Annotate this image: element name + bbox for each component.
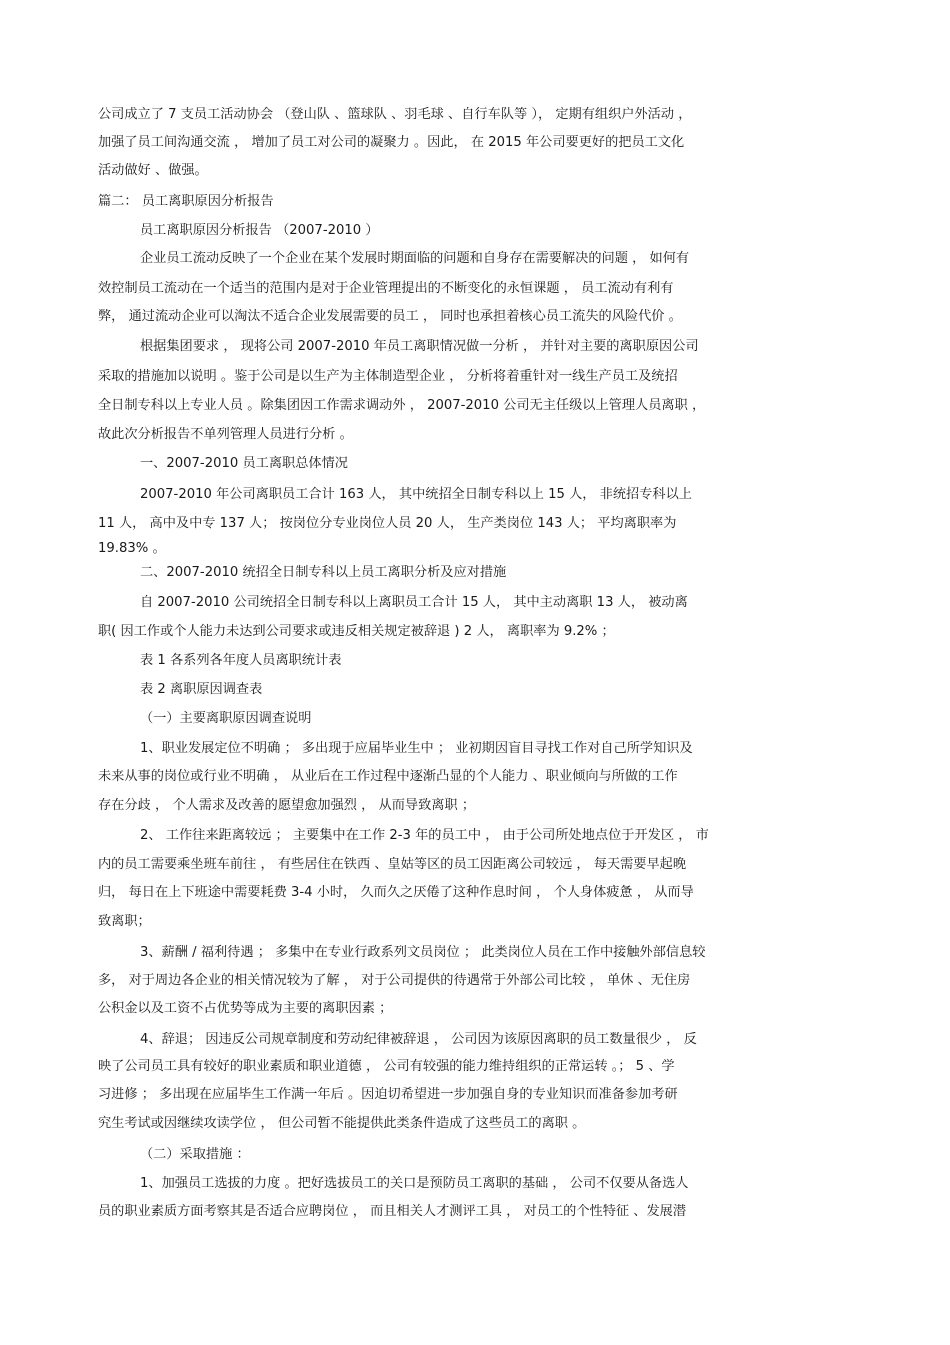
text-line: 公司成立了 7 支员工活动协会 （登山队 、篮球队 、羽毛球 、自行车队等 ）， 定期有组织户外活动 ， bbox=[98, 107, 692, 122]
text-line: 员的职业素质方面考察其是否适合应聘岗位 ， 而且相关人才测评工具 ， 对员工的个性特征 、发展潜 bbox=[98, 1204, 687, 1219]
text-line: 存在分歧 ， 个人需求及改善的愿望愈加强烈 ， 从而导致离职 ； bbox=[98, 798, 476, 813]
text-line: 19.83% 。 bbox=[98, 541, 166, 556]
text-line: 归， 每日在上下班途中需要耗费 3-4 小时， 久而久之厌倦了这种作息时间 ， 个人身体疲惫 ， 从而导 bbox=[98, 885, 694, 900]
text-line: 2、 工作往来距离较远 ； 主要集中在工作 2-3 年的员工中 ， 由于公司所处地点位于开发区 ， 市 bbox=[140, 828, 709, 843]
text-line: 多， 对于周边各企业的相关情况较为了解 ， 对于公司提供的待遇常于外部公司比较 ， 单休 、无住房 bbox=[98, 973, 691, 988]
text-line: 3、薪酬 / 福利待遇 ； 多集中在专业行政系列文员岗位 ； 此类岗位人员在工作中接触外部信息较 bbox=[140, 945, 706, 960]
text-line: 弊， 通过流动企业可以淘汰不适合企业发展需要的员工 ， 同时也承担着核心员工流失的风险代价 。 bbox=[98, 309, 682, 324]
text-line: 究生考试或因继续攻读学位 ， 但公司暂不能提供此类条件造成了这些员工的离职 。 bbox=[98, 1116, 586, 1131]
report-title: 员工离职原因分析报告 （2007-2010 ） bbox=[140, 223, 379, 238]
subsection-heading: （一）主要离职原因调查说明 bbox=[140, 711, 312, 726]
table-caption: 表 1 各系列各年度人员离职统计表 bbox=[140, 653, 342, 668]
text-line: 企业员工流动反映了一个企业在某个发展时期面临的问题和自身存在需要解决的问题 ， 如何有 bbox=[140, 251, 690, 266]
subsection-heading: 二、2007-2010 统招全日制专科以上员工离职分析及应对措施 bbox=[140, 565, 507, 580]
text-line: 11 人， 高中及中专 137 人； 按岗位分专业岗位人员 20 人， 生产类岗位 143 人； 平均离职率为 bbox=[98, 516, 677, 531]
table-caption: 表 2 离职原因调查表 bbox=[140, 682, 263, 697]
text-line: 4、辞退； 因违反公司规章制度和劳动纪律被辞退 ， 公司因为该原因离职的员工数量很少 ， 反 bbox=[140, 1032, 697, 1047]
text-line: 自 2007-2010 公司统招全日制专科以上离职员工合计 15 人， 其中主动离职 13 人， 被动离 bbox=[140, 595, 688, 610]
text-line: 效控制员工流动在一个适当的范围内是对于企业管理提出的不断变化的永恒课题 ， 员工流动有利有 bbox=[98, 281, 674, 296]
text-line: 公积金以及工资不占优势等成为主要的离职因素 ； bbox=[98, 1001, 393, 1016]
subsection-heading: 一、2007-2010 员工离职总体情况 bbox=[140, 456, 348, 471]
text-line: 职( 因工作或个人能力未达到公司要求或违反相关规定被辞退 ) 2 人， 离职率为 9.2% ； bbox=[98, 624, 615, 639]
text-line: 致离职； bbox=[98, 914, 151, 929]
text-line: 映了公司员工具有较好的职业素质和职业道德 ， 公司有较强的能力维持组织的正常运转 。； 5 、学 bbox=[98, 1059, 675, 1074]
text-line: 故此次分析报告不单列管理人员进行分析 。 bbox=[98, 427, 353, 442]
text-line: 采取的措施加以说明 。鉴于公司是以生产为主体制造型企业 ， 分析将着重针对一线生产员工及统招 bbox=[98, 369, 678, 384]
text-line: 1、加强员工选拔的力度 。把好选拔员工的关口是预防员工离职的基础 ， 公司不仅要从备选人 bbox=[140, 1176, 689, 1191]
text-line: 1、职业发展定位不明确 ； 多出现于应届毕业生中 ； 业初期因盲目寻找工作对自己所学知识及 bbox=[140, 741, 693, 756]
section-heading: 篇二： 员工离职原因分析报告 bbox=[98, 194, 274, 209]
subsection-heading: （二）采取措施 ： bbox=[140, 1147, 250, 1162]
text-line: 全日制专科以上专业人员 。除集团因工作需求调动外 ， 2007-2010 公司无主任级以上管理人员离职 ， bbox=[98, 398, 706, 413]
text-line: 习进修 ； 多出现在应届毕生工作满一年后 。因迫切希望进一步加强自身的专业知识而准备参加考研 bbox=[98, 1087, 678, 1102]
text-line: 2007-2010 年公司离职员工合计 163 人， 其中统招全日制专科以上 15 人， 非统招专科以上 bbox=[140, 487, 692, 502]
text-line: 内的员工需要乘坐班车前往 ， 有些居住在铁西 、皇姑等区的员工因距离公司较远 ， 每天需要早起晚 bbox=[98, 857, 687, 872]
text-line: 活动做好 、做强。 bbox=[98, 163, 208, 178]
text-line: 未来从事的岗位或行业不明确 ， 从业后在工作过程中逐渐凸显的个人能力 、职业倾向与所做的工作 bbox=[98, 769, 678, 784]
text-line: 根据集团要求 ， 现将公司 2007-2010 年员工离职情况做一分析 ， 并针对主要的离职原因公司 bbox=[140, 339, 699, 354]
text-line: 加强了员工间沟通交流 ， 增加了员工对公司的凝聚力 。因此， 在 2015 年公司要更好的把员工文化 bbox=[98, 135, 685, 150]
